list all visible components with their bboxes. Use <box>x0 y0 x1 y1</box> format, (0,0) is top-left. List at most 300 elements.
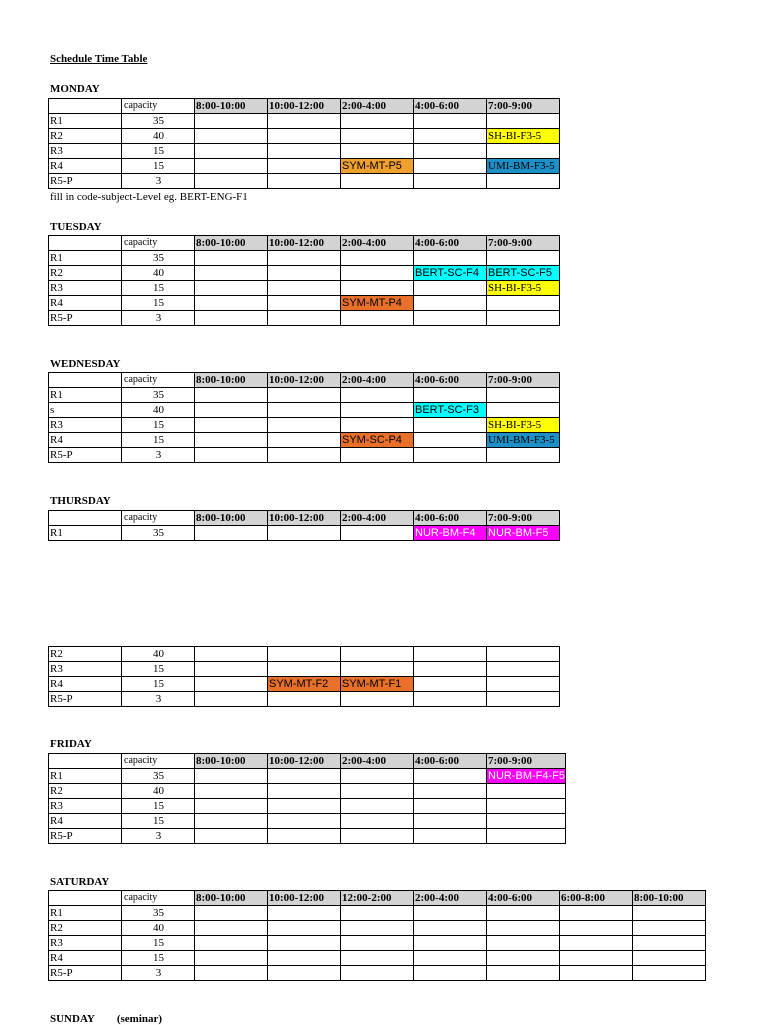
timetable-friday <box>48 753 566 844</box>
slot-cell[interactable] <box>195 174 268 189</box>
slot-cell[interactable] <box>341 906 414 921</box>
slot-cell[interactable] <box>414 418 487 433</box>
slot-cell[interactable] <box>341 129 414 144</box>
slot-cell[interactable] <box>195 144 268 159</box>
slot-cell[interactable] <box>414 159 487 174</box>
header-slot[interactable]: 2:00-4:00 <box>341 511 414 526</box>
slot-cell[interactable] <box>195 829 268 844</box>
class-cell[interactable]: SYM-MT-P5 <box>341 159 414 174</box>
slot-cell[interactable] <box>268 251 341 266</box>
slot-cell[interactable] <box>341 799 414 814</box>
slot-cell[interactable] <box>341 951 414 966</box>
room-cell[interactable]: R5-P <box>49 311 122 326</box>
slot-cell[interactable] <box>487 814 566 829</box>
slot-cell[interactable] <box>195 129 268 144</box>
slot-cell[interactable] <box>487 403 560 418</box>
header-slot[interactable]: 2:00-4:00 <box>341 754 414 769</box>
slot-cell[interactable] <box>487 662 560 677</box>
header-slot[interactable]: 8:00-10:00 <box>195 754 268 769</box>
class-cell[interactable]: BERT-SC-F5 <box>487 266 560 281</box>
slot-cell[interactable] <box>268 433 341 448</box>
room-cell[interactable]: R4 <box>49 296 122 311</box>
slot-cell[interactable] <box>414 448 487 463</box>
header-slot[interactable]: 2:00-4:00 <box>414 891 487 906</box>
slot-cell[interactable] <box>195 433 268 448</box>
slot-cell[interactable] <box>268 921 341 936</box>
slot-cell[interactable] <box>487 296 560 311</box>
slot-cell[interactable] <box>414 647 487 662</box>
slot-cell[interactable] <box>341 692 414 707</box>
slot-cell[interactable] <box>341 647 414 662</box>
slot-cell[interactable] <box>195 662 268 677</box>
class-cell[interactable]: UMI-BM-F3-5 <box>487 433 560 448</box>
table-row <box>49 799 566 814</box>
slot-cell[interactable] <box>487 251 560 266</box>
slot-cell[interactable] <box>268 799 341 814</box>
header-slot[interactable]: 7:00-9:00 <box>487 754 566 769</box>
slot-cell[interactable] <box>195 769 268 784</box>
room-cell[interactable]: R2 <box>49 921 122 936</box>
capacity-cell[interactable]: 35 <box>122 526 195 541</box>
capacity-cell[interactable]: 40 <box>122 266 195 281</box>
slot-cell[interactable] <box>268 311 341 326</box>
class-cell[interactable]: SYM-MT-F2 <box>268 677 341 692</box>
day-label-sunday <box>50 1013 162 1025</box>
capacity-cell[interactable]: 35 <box>122 906 195 921</box>
room-cell[interactable]: R1 <box>49 114 122 129</box>
slot-cell[interactable] <box>341 144 414 159</box>
header-slot[interactable]: 7:00-9:00 <box>487 373 560 388</box>
capacity-cell[interactable]: 40 <box>122 647 195 662</box>
slot-cell[interactable] <box>341 829 414 844</box>
slot-cell[interactable] <box>341 936 414 951</box>
slot-cell[interactable] <box>414 433 487 448</box>
slot-cell[interactable] <box>487 784 566 799</box>
room-cell[interactable]: R1 <box>49 906 122 921</box>
slot-cell[interactable] <box>341 281 414 296</box>
slot-cell[interactable] <box>487 448 560 463</box>
slot-cell[interactable] <box>487 311 560 326</box>
slot-cell[interactable] <box>341 418 414 433</box>
slot-cell[interactable] <box>341 174 414 189</box>
header-row <box>49 891 706 906</box>
header-capacity[interactable]: capacity <box>122 236 195 251</box>
table-row <box>49 114 560 129</box>
room-cell[interactable]: R1 <box>49 769 122 784</box>
slot-cell[interactable] <box>341 921 414 936</box>
slot-cell[interactable] <box>341 784 414 799</box>
class-cell[interactable]: SYM-MT-P4 <box>341 296 414 311</box>
slot-cell[interactable] <box>414 677 487 692</box>
slot-cell[interactable] <box>487 906 560 921</box>
slot-cell[interactable] <box>414 829 487 844</box>
slot-cell[interactable] <box>487 144 560 159</box>
room-cell[interactable]: R5-P <box>49 829 122 844</box>
header-slot[interactable]: 12:00-2:00 <box>341 891 414 906</box>
capacity-cell[interactable]: 15 <box>122 951 195 966</box>
table-row <box>49 647 560 662</box>
slot-cell[interactable] <box>560 966 633 981</box>
header-room-cell[interactable] <box>49 511 122 526</box>
room-cell[interactable]: R5-P <box>49 448 122 463</box>
header-slot[interactable]: 10:00-12:00 <box>268 511 341 526</box>
slot-cell[interactable] <box>268 906 341 921</box>
slot-cell[interactable] <box>268 814 341 829</box>
slot-cell[interactable] <box>195 936 268 951</box>
table-row <box>49 129 560 144</box>
header-slot[interactable]: 10:00-12:00 <box>268 754 341 769</box>
slot-cell[interactable] <box>487 692 560 707</box>
room-cell[interactable]: R1 <box>49 388 122 403</box>
slot-cell[interactable] <box>414 966 487 981</box>
table-row <box>49 814 566 829</box>
header-room-cell[interactable] <box>49 891 122 906</box>
slot-cell[interactable] <box>268 662 341 677</box>
class-cell[interactable]: NUR-BM-F4-F5 <box>488 770 565 782</box>
slot-cell[interactable] <box>195 526 268 541</box>
slot-cell[interactable] <box>487 174 560 189</box>
table-row <box>49 677 560 692</box>
slot-cell[interactable] <box>195 677 268 692</box>
capacity-cell[interactable]: 15 <box>122 281 195 296</box>
slot-cell[interactable] <box>487 114 560 129</box>
class-cell[interactable]: UMI-BM-F3-5 <box>487 159 560 174</box>
class-cell[interactable]: SYM-SC-P4 <box>341 433 414 448</box>
room-cell[interactable]: R3 <box>49 936 122 951</box>
slot-cell[interactable] <box>560 951 633 966</box>
slot-cell[interactable] <box>268 692 341 707</box>
slot-cell[interactable] <box>268 296 341 311</box>
slot-cell[interactable] <box>268 647 341 662</box>
slot-cell[interactable] <box>268 966 341 981</box>
header-row <box>49 236 560 251</box>
capacity-cell[interactable]: 15 <box>122 296 195 311</box>
slot-cell[interactable] <box>268 526 341 541</box>
header-slot[interactable]: 10:00-12:00 <box>268 236 341 251</box>
slot-cell[interactable] <box>195 921 268 936</box>
room-cell[interactable]: R4 <box>49 159 122 174</box>
slot-cell[interactable] <box>487 388 560 403</box>
slot-cell[interactable] <box>633 951 706 966</box>
timetable-wednesday <box>48 372 560 463</box>
slot-cell[interactable] <box>414 921 487 936</box>
slot-cell[interactable] <box>341 251 414 266</box>
room-cell[interactable]: R2 <box>49 647 122 662</box>
slot-cell[interactable] <box>414 799 487 814</box>
slot-cell[interactable] <box>195 647 268 662</box>
slot-cell[interactable] <box>195 448 268 463</box>
header-slot[interactable]: 4:00-6:00 <box>414 236 487 251</box>
slot-cell[interactable] <box>487 677 560 692</box>
slot-cell[interactable] <box>268 388 341 403</box>
slot-cell[interactable] <box>195 692 268 707</box>
slot-cell[interactable] <box>414 251 487 266</box>
slot-cell[interactable] <box>487 951 560 966</box>
header-row <box>49 373 560 388</box>
slot-cell[interactable] <box>268 951 341 966</box>
capacity-cell[interactable]: 3 <box>122 174 195 189</box>
header-slot[interactable]: 4:00-6:00 <box>414 373 487 388</box>
class-cell[interactable]: SH-BI-F3-5 <box>487 129 560 144</box>
day-label-thursday: THURSDAY <box>50 495 111 507</box>
header-slot[interactable]: 2:00-4:00 <box>341 99 414 114</box>
header-slot[interactable]: 8:00-10:00 <box>633 891 706 906</box>
timetable-tuesday <box>48 235 560 326</box>
slot-cell[interactable] <box>268 129 341 144</box>
header-slot[interactable]: 8:00-10:00 <box>195 891 268 906</box>
slot-cell[interactable] <box>414 951 487 966</box>
slot-cell[interactable] <box>195 799 268 814</box>
capacity-cell[interactable]: 40 <box>122 784 195 799</box>
slot-cell[interactable] <box>414 769 487 784</box>
header-slot[interactable]: 10:00-12:00 <box>268 99 341 114</box>
slot-cell[interactable] <box>487 966 560 981</box>
slot-cell[interactable] <box>414 906 487 921</box>
capacity-cell[interactable]: 15 <box>122 159 195 174</box>
room-cell[interactable]: R3 <box>49 281 122 296</box>
room-cell[interactable]: R2 <box>49 266 122 281</box>
table-row <box>49 526 560 541</box>
slot-cell[interactable] <box>414 114 487 129</box>
slot-cell[interactable] <box>195 784 268 799</box>
slot-cell[interactable] <box>414 692 487 707</box>
slot-cell[interactable] <box>341 448 414 463</box>
sunday-label: SUNDAY <box>50 1013 95 1025</box>
table-row <box>49 311 560 326</box>
header-slot[interactable]: 7:00-9:00 <box>487 99 560 114</box>
header-capacity[interactable]: capacity <box>122 511 195 526</box>
header-slot[interactable]: 8:00-10:00 <box>195 99 268 114</box>
room-cell[interactable]: R3 <box>49 799 122 814</box>
slot-cell[interactable] <box>195 814 268 829</box>
slot-cell[interactable] <box>633 921 706 936</box>
capacity-cell[interactable]: 40 <box>122 921 195 936</box>
slot-cell[interactable] <box>195 251 268 266</box>
slot-cell[interactable] <box>414 281 487 296</box>
slot-cell[interactable] <box>414 814 487 829</box>
table-row <box>49 951 706 966</box>
slot-cell[interactable] <box>487 647 560 662</box>
table-row <box>49 266 560 281</box>
day-label-wednesday: WEDNESDAY <box>50 358 121 370</box>
slot-cell[interactable] <box>268 784 341 799</box>
room-cell[interactable]: s <box>49 403 122 418</box>
capacity-cell[interactable]: 35 <box>122 769 195 784</box>
header-capacity[interactable]: capacity <box>122 891 195 906</box>
document-title: Schedule Time Table <box>50 53 148 65</box>
room-cell[interactable]: R4 <box>49 677 122 692</box>
timetable-thursday-top <box>48 510 560 541</box>
table-row <box>49 159 560 174</box>
capacity-cell[interactable]: 15 <box>122 799 195 814</box>
slot-cell[interactable] <box>414 144 487 159</box>
room-cell[interactable]: R2 <box>49 784 122 799</box>
slot-cell[interactable] <box>487 921 560 936</box>
slot-cell[interactable] <box>341 403 414 418</box>
slot-cell[interactable] <box>560 936 633 951</box>
capacity-cell[interactable]: 3 <box>122 692 195 707</box>
slot-cell[interactable] <box>341 769 414 784</box>
room-cell[interactable]: R3 <box>49 144 122 159</box>
capacity-cell[interactable]: 15 <box>122 144 195 159</box>
room-cell[interactable]: R3 <box>49 662 122 677</box>
slot-cell[interactable] <box>195 266 268 281</box>
table-row <box>49 403 560 418</box>
slot-cell[interactable] <box>414 296 487 311</box>
room-cell[interactable]: R4 <box>49 951 122 966</box>
table-row <box>49 418 560 433</box>
header-slot[interactable]: 4:00-6:00 <box>414 99 487 114</box>
header-capacity[interactable]: capacity <box>122 373 195 388</box>
slot-cell[interactable] <box>268 114 341 129</box>
table-row <box>49 784 566 799</box>
header-room-cell[interactable] <box>49 99 122 114</box>
header-room-cell[interactable] <box>49 754 122 769</box>
header-slot[interactable]: 2:00-4:00 <box>341 236 414 251</box>
header-slot[interactable]: 10:00-12:00 <box>268 373 341 388</box>
header-slot[interactable]: 10:00-12:00 <box>268 891 341 906</box>
table-row <box>49 144 560 159</box>
slot-cell[interactable] <box>268 936 341 951</box>
table-row <box>49 433 560 448</box>
slot-cell[interactable] <box>195 966 268 981</box>
slot-cell[interactable] <box>268 403 341 418</box>
table-row <box>49 921 706 936</box>
slot-cell[interactable] <box>414 662 487 677</box>
header-capacity[interactable]: capacity <box>122 99 195 114</box>
slot-cell[interactable] <box>268 769 341 784</box>
slot-cell[interactable] <box>560 921 633 936</box>
slot-cell[interactable] <box>560 906 633 921</box>
header-slot[interactable]: 2:00-4:00 <box>341 373 414 388</box>
capacity-cell[interactable]: 3 <box>122 311 195 326</box>
capacity-cell[interactable]: 15 <box>122 433 195 448</box>
class-cell[interactable]: SH-BI-F3-5 <box>487 281 560 296</box>
slot-cell[interactable] <box>195 159 268 174</box>
slot-cell[interactable] <box>633 966 706 981</box>
room-cell[interactable]: R2 <box>49 129 122 144</box>
capacity-cell[interactable]: 35 <box>122 388 195 403</box>
slot-cell[interactable] <box>195 114 268 129</box>
class-cell[interactable]: NUR-BM-F4 <box>414 526 487 541</box>
header-slot[interactable]: 7:00-9:00 <box>487 236 560 251</box>
slot-cell[interactable] <box>268 159 341 174</box>
header-room-cell[interactable] <box>49 373 122 388</box>
slot-cell[interactable] <box>414 174 487 189</box>
capacity-cell[interactable]: 15 <box>122 677 195 692</box>
table-row <box>49 662 560 677</box>
slot-cell[interactable] <box>414 129 487 144</box>
header-capacity[interactable]: capacity <box>122 754 195 769</box>
table-row <box>49 251 560 266</box>
room-cell[interactable]: R5-P <box>49 174 122 189</box>
capacity-cell[interactable]: 3 <box>122 966 195 981</box>
room-cell[interactable]: R1 <box>49 251 122 266</box>
room-cell[interactable]: R4 <box>49 814 122 829</box>
slot-cell[interactable] <box>341 114 414 129</box>
header-slot[interactable]: 7:00-9:00 <box>487 511 560 526</box>
slot-cell[interactable] <box>195 296 268 311</box>
sunday-sublabel: (seminar) <box>116 1013 163 1025</box>
slot-cell[interactable] <box>195 281 268 296</box>
slot-cell[interactable] <box>341 662 414 677</box>
slot-cell[interactable] <box>341 311 414 326</box>
header-slot[interactable]: 4:00-6:00 <box>414 511 487 526</box>
capacity-cell[interactable]: 35 <box>122 114 195 129</box>
class-cell[interactable]: SH-BI-F3-5 <box>487 418 560 433</box>
class-cell[interactable]: NUR-BM-F5 <box>487 526 560 541</box>
slot-cell[interactable] <box>195 906 268 921</box>
slot-cell[interactable] <box>268 266 341 281</box>
capacity-cell[interactable]: 15 <box>122 418 195 433</box>
capacity-cell[interactable]: 3 <box>122 829 195 844</box>
header-slot[interactable]: 4:00-6:00 <box>487 891 560 906</box>
slot-cell[interactable] <box>633 906 706 921</box>
slot-cell[interactable] <box>487 799 566 814</box>
header-slot[interactable]: 8:00-10:00 <box>195 373 268 388</box>
slot-cell[interactable] <box>341 966 414 981</box>
slot-cell[interactable] <box>195 388 268 403</box>
slot-cell[interactable] <box>487 829 566 844</box>
slot-cell[interactable] <box>487 936 560 951</box>
slot-cell[interactable] <box>268 144 341 159</box>
slot-cell[interactable] <box>195 951 268 966</box>
room-cell[interactable]: R3 <box>49 418 122 433</box>
header-room-cell[interactable] <box>49 236 122 251</box>
slot-cell[interactable] <box>195 418 268 433</box>
room-cell[interactable]: R1 <box>49 526 122 541</box>
slot-cell[interactable] <box>268 448 341 463</box>
room-cell[interactable]: R4 <box>49 433 122 448</box>
table-row <box>49 296 560 311</box>
header-slot[interactable]: 6:00-8:00 <box>560 891 633 906</box>
class-cell[interactable]: BERT-SC-F4 <box>414 266 487 281</box>
slot-cell[interactable] <box>195 311 268 326</box>
capacity-cell[interactable]: 15 <box>122 936 195 951</box>
slot-cell[interactable] <box>268 418 341 433</box>
header-slot[interactable]: 8:00-10:00 <box>195 236 268 251</box>
slot-cell[interactable] <box>414 936 487 951</box>
slot-cell[interactable] <box>414 311 487 326</box>
slot-cell[interactable] <box>341 388 414 403</box>
slot-cell[interactable] <box>341 526 414 541</box>
room-cell[interactable]: R5-P <box>49 692 122 707</box>
class-cell[interactable]: BERT-SC-F3 <box>414 403 487 418</box>
capacity-cell[interactable]: 35 <box>122 251 195 266</box>
day-label-saturday: SATURDAY <box>50 876 110 888</box>
slot-cell[interactable] <box>341 266 414 281</box>
slot-cell[interactable] <box>414 784 487 799</box>
slot-cell[interactable] <box>633 936 706 951</box>
slot-cell[interactable] <box>414 388 487 403</box>
slot-cell[interactable] <box>268 281 341 296</box>
slot-cell[interactable] <box>341 814 414 829</box>
header-slot[interactable]: 8:00-10:00 <box>195 511 268 526</box>
class-cell[interactable]: SYM-MT-F1 <box>341 677 414 692</box>
header-slot[interactable]: 4:00-6:00 <box>414 754 487 769</box>
slot-cell[interactable] <box>268 174 341 189</box>
header-row <box>49 754 566 769</box>
capacity-cell[interactable]: 40 <box>122 129 195 144</box>
capacity-cell[interactable]: 15 <box>122 662 195 677</box>
slot-cell[interactable] <box>268 829 341 844</box>
day-label-friday: FRIDAY <box>50 738 92 750</box>
room-cell[interactable]: R5-P <box>49 966 122 981</box>
capacity-cell[interactable]: 3 <box>122 448 195 463</box>
capacity-cell[interactable]: 40 <box>122 403 195 418</box>
slot-cell[interactable] <box>195 403 268 418</box>
capacity-cell[interactable]: 15 <box>122 814 195 829</box>
